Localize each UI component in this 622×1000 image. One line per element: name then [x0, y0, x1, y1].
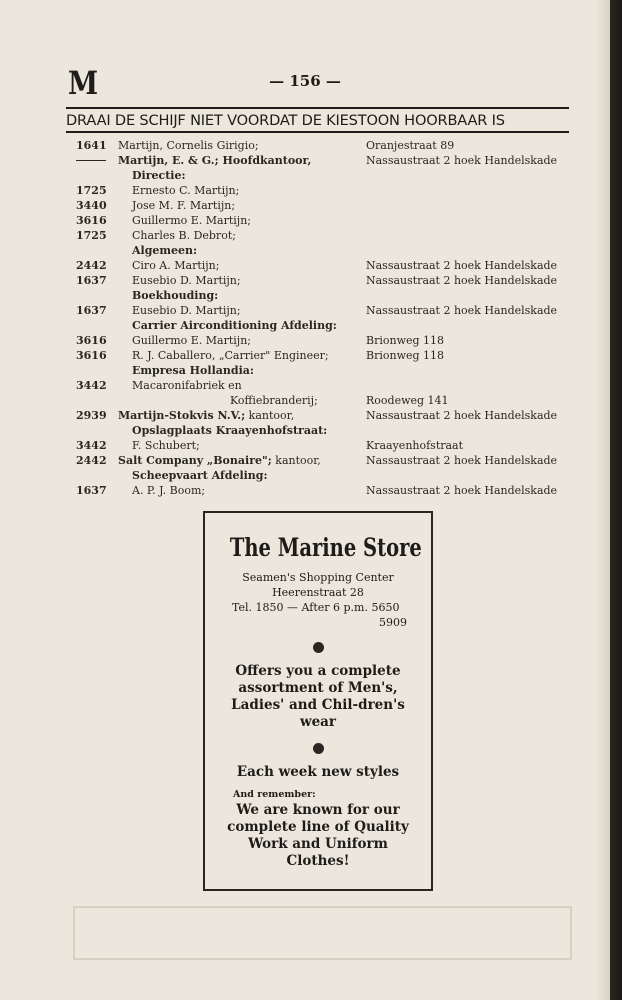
entry-phone-number: 2939	[76, 409, 107, 422]
entry-phone-number: 3616	[76, 214, 107, 227]
ad-title: The Marine Store	[229, 533, 422, 562]
entry-phone-number: 2442	[76, 454, 107, 467]
entry-phone-number: 1641	[76, 139, 107, 152]
directory-entry	[76, 213, 576, 228]
bleed-through-box	[73, 906, 572, 960]
bullet-dot-icon	[313, 642, 324, 653]
ad-known: We are known for our complete line of Quality Work and Uniform Clothes!	[227, 802, 409, 869]
entry-name: Eusebio D. Martijn;	[132, 304, 241, 317]
directory-entry	[76, 393, 576, 408]
ad-telephone	[205, 600, 431, 630]
directory-entry	[76, 138, 576, 153]
entry-address: Brionweg 118	[366, 334, 445, 347]
entry-name: F. Schubert;	[132, 439, 200, 452]
entry-phone-number: 1725	[76, 184, 107, 197]
entry-phone-number: 3440	[76, 199, 107, 212]
directory-entry	[76, 483, 576, 498]
entry-address: Kraayenhofstraat	[366, 439, 464, 452]
entry-name: Scheepvaart Afdeling:	[132, 469, 268, 482]
entry-address: Nassaustraat 2 hoek Handelskade	[366, 484, 558, 497]
entry-phone-number: 1637	[76, 484, 107, 497]
directory-entry	[76, 468, 576, 483]
entry-phone-number: 1637	[76, 274, 107, 287]
entry-name: Salt Company „Bonaire"; kantoor,	[118, 454, 321, 467]
directory-entry	[76, 273, 576, 288]
entry-phone-number: 3442	[76, 439, 107, 452]
entry-dash	[76, 160, 106, 161]
entry-name: Eusebio D. Martijn;	[132, 274, 241, 287]
entry-name: A. P. J. Boom;	[132, 484, 206, 497]
entry-name: Opslagplaats Kraayenhofstraat:	[132, 424, 328, 437]
entry-name: Macaronifabriek en	[132, 379, 242, 392]
directory-entry	[76, 318, 576, 333]
entry-name: Martijn, Cornelis Girigio;	[118, 139, 259, 152]
page-number: — 156 —	[269, 72, 341, 90]
directory-entry	[76, 288, 576, 303]
ad-remember: And remember:	[233, 789, 316, 800]
entry-name: Empresa Hollandia:	[132, 364, 254, 377]
directory-entry	[76, 198, 576, 213]
entry-list	[76, 138, 576, 498]
entry-phone-number: 3616	[76, 334, 107, 347]
directory-entry	[76, 453, 576, 468]
entry-phone-number: 1637	[76, 304, 107, 317]
slogan-banner: DRAAI DE SCHIJF NIET VOORDAT DE KIESTOON HOORBAAR IS	[66, 107, 569, 133]
entry-phone-number: 1725	[76, 229, 107, 242]
entry-address: Oranjestraat 89	[366, 139, 455, 152]
entry-name: Carrier Airconditioning Afdeling:	[132, 319, 337, 332]
ad-tel-line-2: 5909	[379, 616, 407, 629]
entry-address: Nassaustraat 2 hoek Handelskade	[366, 274, 558, 287]
entry-name: Jose M. F. Martijn;	[132, 199, 236, 212]
entry-address: Nassaustraat 2 hoek Handelskade	[366, 454, 558, 467]
entry-name: Directie:	[132, 169, 186, 182]
directory-entry	[76, 228, 576, 243]
section-letter: M	[68, 64, 99, 102]
directory-entry	[76, 333, 576, 348]
ad-address: Heerenstraat 28	[272, 586, 364, 599]
bullet-dot-icon	[313, 743, 324, 754]
entry-name: Ernesto C. Martijn;	[132, 184, 240, 197]
entry-address: Nassaustraat 2 hoek Handelskade	[366, 154, 558, 167]
entry-name: Ciro A. Martijn;	[132, 259, 220, 272]
directory-entry	[76, 348, 576, 363]
page-edge	[596, 0, 610, 1000]
directory-entry	[76, 303, 576, 318]
entry-address: Nassaustraat 2 hoek Handelskade	[366, 304, 558, 317]
entry-name: Koffiebranderij;	[230, 394, 318, 407]
entry-name: Martijn, E. & G.; Hoofdkantoor,	[118, 154, 312, 167]
entry-address: Brionweg 118	[366, 349, 445, 362]
entry-name: Martijn-Stokvis N.V.; kantoor,	[118, 409, 295, 422]
ad-offer: Offers you a complete assortment of Men's, Ladies' and Chil-dren's wear	[231, 663, 405, 730]
directory-entry	[76, 183, 576, 198]
marine-store-ad	[203, 511, 433, 891]
ad-tel-line: Tel. 1850 — After 6 p.m. 5650	[232, 601, 400, 614]
entry-address: Nassaustraat 2 hoek Handelskade	[366, 259, 558, 272]
book-spine	[610, 0, 622, 1000]
directory-entry	[76, 438, 576, 453]
directory-entry	[76, 423, 576, 438]
entry-address: Nassaustraat 2 hoek Handelskade	[366, 409, 558, 422]
entry-phone-number: 3442	[76, 379, 107, 392]
entry-name: R. J. Caballero, „Carrier" Engineer;	[132, 349, 329, 362]
ad-subtitle: Seamen's Shopping Center	[242, 571, 394, 584]
entry-name: Boekhouding:	[132, 289, 219, 302]
entry-phone-number: 3616	[76, 349, 107, 362]
directory-entry	[76, 168, 576, 183]
ad-weekly: Each week new styles	[236, 764, 400, 780]
entry-name: Guillermo E. Martijn;	[132, 214, 251, 227]
directory-entry	[76, 153, 576, 168]
directory-entry	[76, 258, 576, 273]
entry-name: Algemeen:	[132, 244, 198, 257]
directory-entry	[76, 378, 576, 393]
directory-entry	[76, 243, 576, 258]
entry-name: Guillermo E. Martijn;	[132, 334, 251, 347]
entry-phone-number: 2442	[76, 259, 107, 272]
directory-entry	[76, 408, 576, 423]
directory-entry	[76, 363, 576, 378]
entry-address: Roodeweg 141	[366, 394, 449, 407]
entry-name: Charles B. Debrot;	[132, 229, 236, 242]
